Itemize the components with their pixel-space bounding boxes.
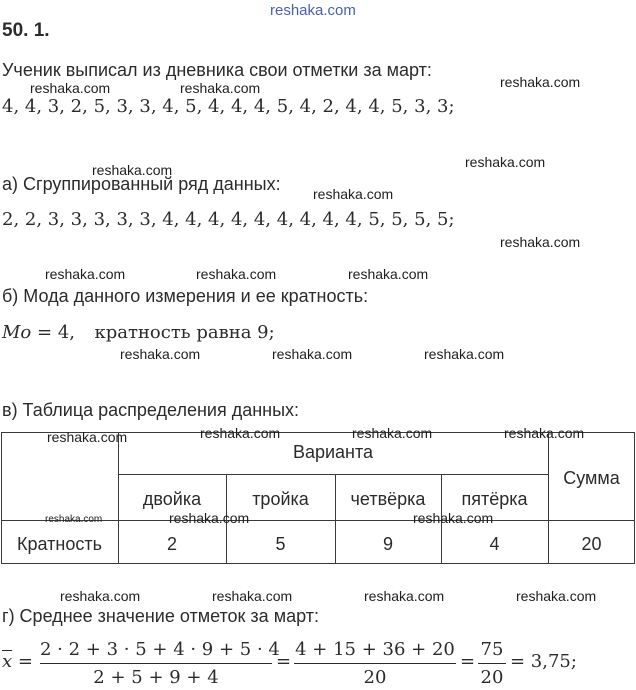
- mode-symbol: Mo: [2, 322, 32, 343]
- part-a-heading: а) Сгруппированный ряд данных:: [2, 174, 281, 194]
- mean-result: = 3,75;: [510, 651, 577, 672]
- watermark: reshaka.com: [196, 266, 277, 282]
- watermark: reshaka.com: [200, 425, 281, 441]
- watermark: reshaka.com: [465, 154, 546, 170]
- mode-line: [2, 322, 275, 343]
- equals-sign: =: [276, 651, 292, 672]
- mode-value: = 4,: [37, 322, 75, 343]
- watermark: reshaka.com: [45, 266, 126, 282]
- part-b-heading: б) Мода данного измерения и ее кратность:: [2, 286, 369, 306]
- watermark: reshaka.com: [364, 588, 445, 604]
- table-divider: [118, 474, 548, 475]
- column-header: пятёрка: [461, 489, 528, 509]
- row-label: Кратность: [17, 534, 102, 554]
- watermark: reshaka.com: [45, 514, 103, 525]
- fraction-denominator: 20: [363, 667, 387, 688]
- column-header: тройка: [252, 489, 309, 509]
- table-sum-cell: 20: [581, 534, 602, 554]
- table-cell: 9: [382, 534, 393, 554]
- grouped-series: 2, 2, 3, 3, 3, 3, 3, 4, 4, 4, 4, 4, 4, 4, 4, 4, 5, 5, 5, 5;: [2, 209, 455, 230]
- watermark: reshaka.com: [212, 588, 293, 604]
- watermark: reshaka.com: [352, 425, 433, 441]
- column-header: четвёрка: [350, 489, 426, 509]
- intro-text: Ученик выписал из дневника свои отметки за март:: [2, 60, 432, 80]
- distribution-table: [1, 425, 635, 564]
- table-cell: 2: [166, 534, 177, 554]
- variant-group-header: Варианта: [292, 442, 374, 462]
- watermark: reshaka.com: [120, 346, 201, 362]
- watermark: reshaka.com: [424, 346, 505, 362]
- part-d-heading: г) Среднее значение отметок за март:: [2, 606, 319, 626]
- fraction-terms: [294, 639, 456, 688]
- watermark: reshaka.com: [92, 162, 173, 178]
- mode-multiplicity: кратность равна 9;: [94, 322, 275, 343]
- mean-symbol: $\overline{x}$ =: [2, 651, 33, 672]
- part-c-heading: в) Таблица распределения данных:: [2, 400, 300, 420]
- fraction-result: [478, 639, 506, 688]
- watermark: reshaka.com: [500, 74, 581, 90]
- site-watermark: reshaka.com: [270, 2, 356, 19]
- table-cell: 4: [489, 534, 500, 554]
- fraction-numerator: 2 · 2 + 3 · 5 + 4 · 9 + 5 · 4: [40, 639, 280, 660]
- watermark: reshaka.com: [413, 510, 494, 526]
- fraction-denominator: 2 + 5 + 9 + 4: [93, 667, 219, 688]
- mean-x: $\overline{x}$: [2, 651, 13, 672]
- watermark: reshaka.com: [504, 425, 585, 441]
- watermark: reshaka.com: [169, 510, 250, 526]
- fraction-numerator: 75: [480, 639, 504, 660]
- fraction-denominator: 20: [480, 667, 504, 688]
- column-header: двойка: [142, 489, 202, 509]
- sum-header: Сумма: [563, 468, 620, 488]
- watermark: reshaka.com: [272, 346, 353, 362]
- fraction-sum: [40, 639, 280, 688]
- fraction-numerator: 4 + 15 + 36 + 20: [295, 639, 455, 660]
- task-number: 50. 1.: [2, 20, 50, 41]
- watermark: reshaka.com: [516, 588, 597, 604]
- watermark: reshaka.com: [348, 266, 429, 282]
- watermark: reshaka.com: [60, 588, 141, 604]
- watermark: reshaka.com: [47, 429, 128, 445]
- watermark: reshaka.com: [500, 234, 581, 250]
- table-cell: 5: [275, 534, 286, 554]
- equals-sign: =: [460, 651, 476, 672]
- watermark: reshaka.com: [313, 186, 394, 202]
- marks-list: 4, 4, 3, 2, 5, 3, 3, 4, 5, 4, 4, 4, 5, 4, 2, 4, 4, 5, 3, 3;: [2, 96, 455, 117]
- watermark: reshaka.com: [180, 80, 261, 96]
- watermark: reshaka.com: [30, 80, 111, 96]
